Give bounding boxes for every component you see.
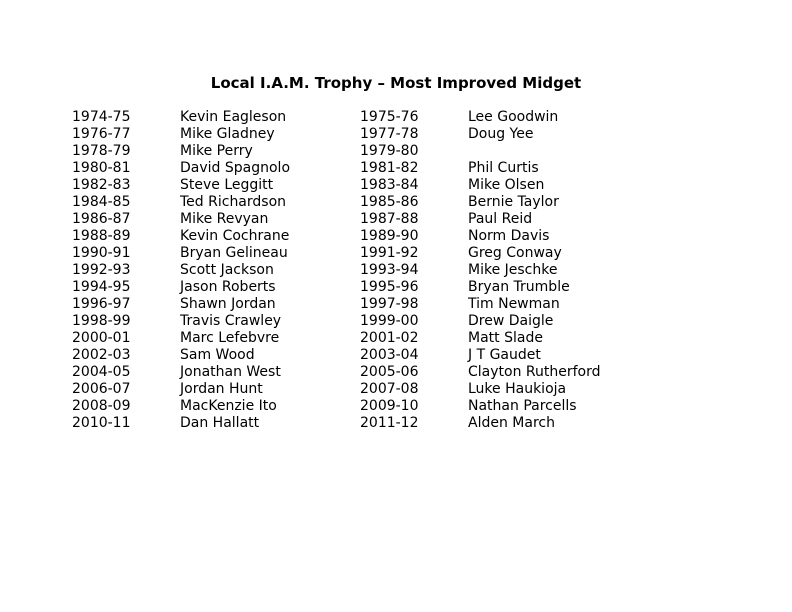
season-cell: 1992-93 (72, 262, 131, 278)
table-row (72, 381, 628, 398)
winner-name-cell: Shawn Jordan (180, 296, 276, 312)
table-row (72, 347, 628, 364)
season-cell: 1998-99 (72, 313, 131, 329)
season-cell: 1997-98 (360, 296, 419, 312)
page-title: Local I.A.M. Trophy – Most Improved Midget (210, 74, 582, 92)
winner-name-cell: Mike Gladney (180, 126, 275, 142)
season-cell: 1994-95 (72, 279, 131, 295)
season-cell: 2005-06 (360, 364, 419, 380)
winner-name-cell: Steve Leggitt (180, 177, 274, 193)
winner-name-cell: Bernie Taylor (468, 194, 559, 210)
table-row (72, 109, 628, 126)
winner-name-cell: Jonathan West (180, 364, 281, 380)
season-cell: 1988-89 (72, 228, 131, 244)
winner-name-cell: David Spagnolo (180, 160, 291, 176)
table-row (72, 364, 628, 381)
winner-name-cell: Travis Crawley (180, 313, 282, 329)
season-cell: 1977-78 (360, 126, 419, 142)
season-cell: 1975-76 (360, 109, 419, 125)
table-row (72, 296, 628, 313)
season-cell: 1990-91 (72, 245, 131, 261)
table-row (72, 194, 628, 211)
table-row (72, 228, 628, 245)
season-cell: 2006-07 (72, 381, 131, 397)
table-row (72, 126, 628, 143)
winner-name-cell: Kevin Cochrane (180, 228, 290, 244)
winner-name-cell: Tim Newman (468, 296, 560, 312)
table-row (72, 143, 628, 160)
winner-name-cell: Greg Conway (468, 245, 562, 261)
table-row (72, 245, 628, 262)
winner-name-cell: Matt Slade (468, 330, 543, 346)
winner-name-cell: Mike Perry (180, 143, 253, 159)
season-cell: 1983-84 (360, 177, 419, 193)
winner-name-cell: Nathan Parcells (468, 398, 577, 414)
winner-name-cell: MacKenzie Ito (180, 398, 277, 414)
season-cell: 1987-88 (360, 211, 419, 227)
table-row (72, 262, 628, 279)
winner-name-cell: J T Gaudet (468, 347, 541, 363)
table-row (72, 211, 628, 228)
season-cell: 1976-77 (72, 126, 131, 142)
season-cell: 1980-81 (72, 160, 131, 176)
winner-name-cell: Kevin Eagleson (180, 109, 287, 125)
winner-name-cell: Clayton Rutherford (468, 364, 601, 380)
season-cell: 2009-10 (360, 398, 419, 414)
winner-name-cell: Bryan Gelineau (180, 245, 288, 261)
season-cell: 1999-00 (360, 313, 419, 329)
season-cell: 2002-03 (72, 347, 131, 363)
season-cell: 1979-80 (360, 143, 419, 159)
winner-name-cell: Ted Richardson (180, 194, 287, 210)
season-cell: 2010-11 (72, 415, 131, 431)
winner-name-cell: Scott Jackson (180, 262, 274, 278)
winner-name-cell: Dan Hallatt (180, 415, 260, 431)
season-cell: 1984-85 (72, 194, 131, 210)
season-cell: 2008-09 (72, 398, 131, 414)
season-cell: 2000-01 (72, 330, 131, 346)
season-cell: 1993-94 (360, 262, 419, 278)
table-row (72, 177, 628, 194)
winner-name-cell: Mike Revyan (180, 211, 269, 227)
season-cell: 2007-08 (360, 381, 419, 397)
season-cell: 1974-75 (72, 109, 131, 125)
table-row (72, 330, 628, 347)
season-cell: 1991-92 (360, 245, 419, 261)
winners-table (72, 109, 628, 432)
season-cell: 2004-05 (72, 364, 131, 380)
winner-name-cell: Sam Wood (180, 347, 255, 363)
season-cell: 1996-97 (72, 296, 131, 312)
winner-name-cell: Paul Reid (468, 211, 533, 227)
winner-name-cell: Jordan Hunt (180, 381, 263, 397)
winners-table-body (72, 109, 628, 432)
winner-name-cell: Mike Olsen (468, 177, 545, 193)
table-row (72, 279, 628, 296)
winner-name-cell: Phil Curtis (468, 160, 539, 176)
table-row (72, 160, 628, 177)
season-cell: 1985-86 (360, 194, 419, 210)
season-cell: 2003-04 (360, 347, 419, 363)
winner-name-cell: Norm Davis (468, 228, 550, 244)
winner-name-cell: Mike Jeschke (468, 262, 558, 278)
season-cell: 1982-83 (72, 177, 131, 193)
winner-name-cell: Marc Lefebvre (180, 330, 280, 346)
season-cell: 2001-02 (360, 330, 419, 346)
season-cell: 1986-87 (72, 211, 131, 227)
winner-name-cell: Lee Goodwin (468, 109, 559, 125)
season-cell: 1978-79 (72, 143, 131, 159)
winner-name-cell: Jason Roberts (180, 279, 276, 295)
winner-name-cell: Doug Yee (468, 126, 534, 142)
table-row (72, 313, 628, 330)
winner-name-cell: Luke Haukioja (468, 381, 567, 397)
winner-name-cell: Drew Daigle (468, 313, 554, 329)
season-cell: 2011-12 (360, 415, 419, 431)
season-cell: 1989-90 (360, 228, 419, 244)
season-cell: 1995-96 (360, 279, 419, 295)
table-row (72, 398, 628, 415)
table-row (72, 415, 628, 432)
season-cell: 1981-82 (360, 160, 419, 176)
winner-name-cell: Alden March (468, 415, 555, 431)
winner-name-cell: Bryan Trumble (468, 279, 570, 295)
winner-name-cell (468, 143, 628, 160)
